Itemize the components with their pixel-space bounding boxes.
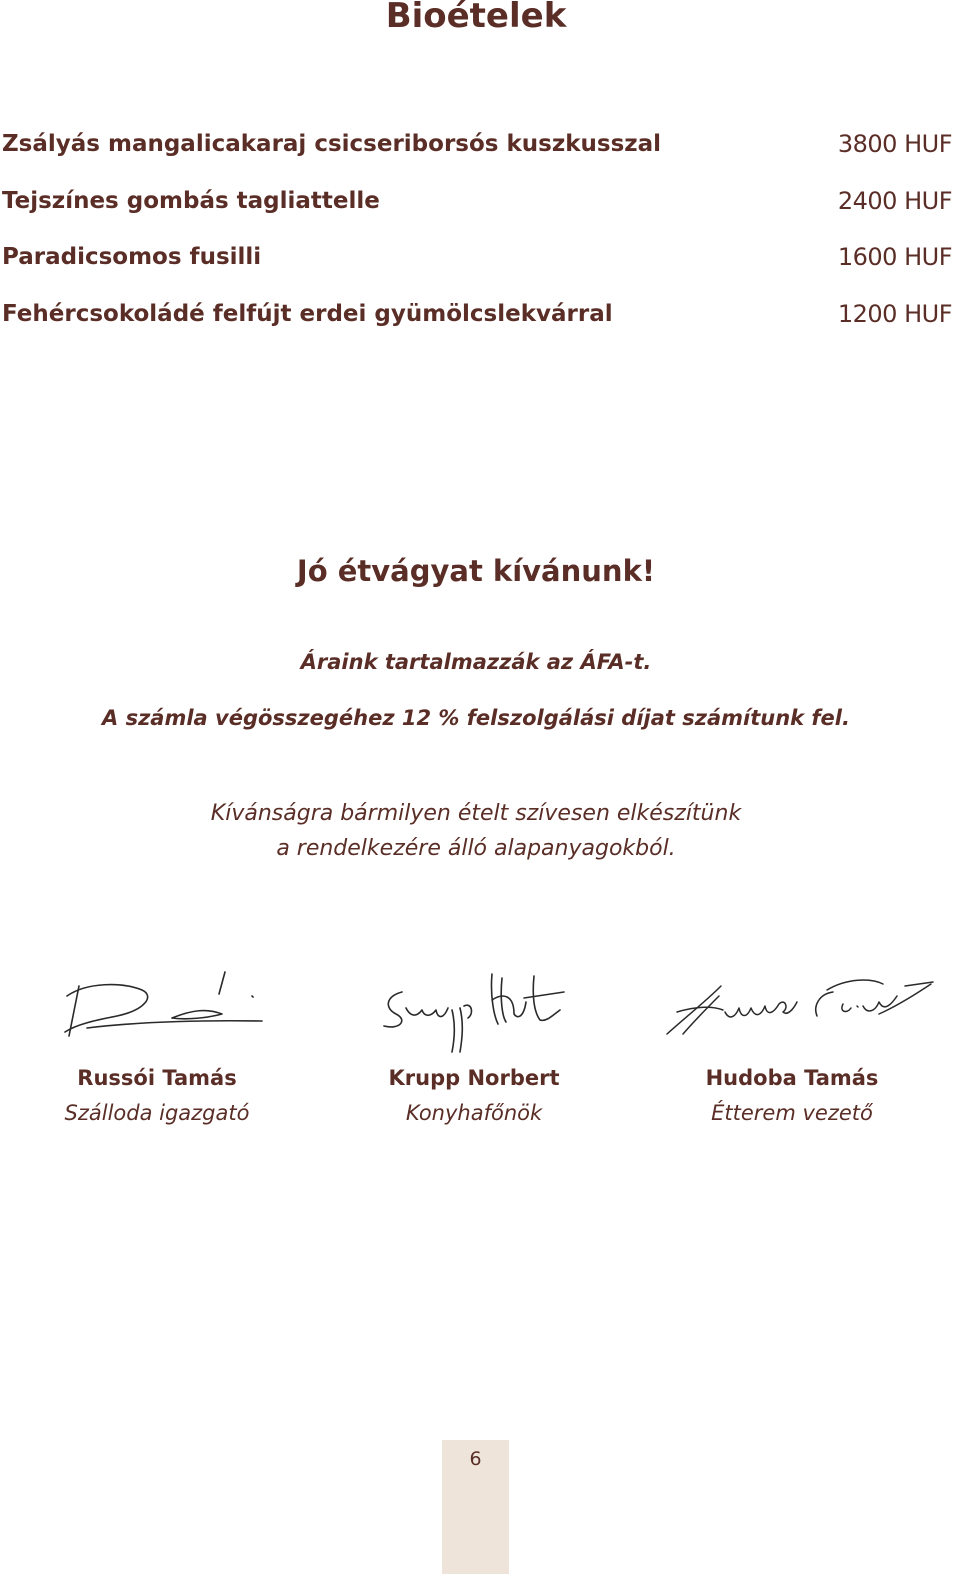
signature-image bbox=[364, 966, 584, 1056]
dish-price: 2400 HUF bbox=[837, 186, 952, 215]
request-note-line: a rendelkezére álló alapanyagokból. bbox=[276, 836, 676, 861]
menu-item bbox=[0, 116, 952, 173]
signatory-role: Szálloda igazgató bbox=[64, 1101, 250, 1125]
dish-name: Fehércsokoládé felfújt erdei gyümölcslekvárral bbox=[2, 300, 613, 327]
menu-item bbox=[0, 286, 952, 343]
menu-item bbox=[0, 229, 952, 286]
signatory-role: Étterem vezető bbox=[711, 1101, 873, 1125]
request-note-line: Kívánságra bármilyen ételt szívesen elkészítünk bbox=[210, 801, 742, 826]
menu-item bbox=[0, 173, 952, 230]
signatory-role: Konyhafőnök bbox=[405, 1101, 543, 1125]
signatory-name: Krupp Norbert bbox=[388, 1066, 560, 1090]
signatory-name: Russói Tamás bbox=[77, 1066, 237, 1090]
special-request-note bbox=[0, 796, 952, 866]
dish-price: 1600 HUF bbox=[837, 243, 952, 272]
menu-list bbox=[0, 116, 952, 342]
dish-name: Zsályás mangalicakaraj csicseriborsós kuszkusszal bbox=[2, 131, 662, 158]
page-number-tab bbox=[442, 1440, 509, 1574]
service-charge-note: A számla végösszegéhez 12 % felszolgálási díjat számítunk fel. bbox=[102, 706, 850, 730]
vat-note: Áraink tartalmazzák az ÁFA-t. bbox=[300, 650, 652, 674]
signature-block bbox=[314, 966, 634, 1125]
signature-image bbox=[647, 966, 937, 1046]
dish-price: 1200 HUF bbox=[837, 299, 952, 328]
signature-image bbox=[47, 966, 267, 1046]
dish-name: Paradicsomos fusilli bbox=[2, 244, 262, 271]
page-number: 6 bbox=[469, 1448, 482, 1470]
greeting: Jó étvágyat kívánunk! bbox=[296, 554, 656, 588]
signature-block bbox=[632, 966, 952, 1125]
dish-price: 3800 HUF bbox=[837, 130, 952, 159]
signature-block bbox=[0, 966, 317, 1125]
signatory-name: Hudoba Tamás bbox=[705, 1066, 879, 1090]
dish-name: Tejszínes gombás tagliattelle bbox=[2, 187, 380, 214]
page-title: Bioételek bbox=[385, 0, 567, 36]
